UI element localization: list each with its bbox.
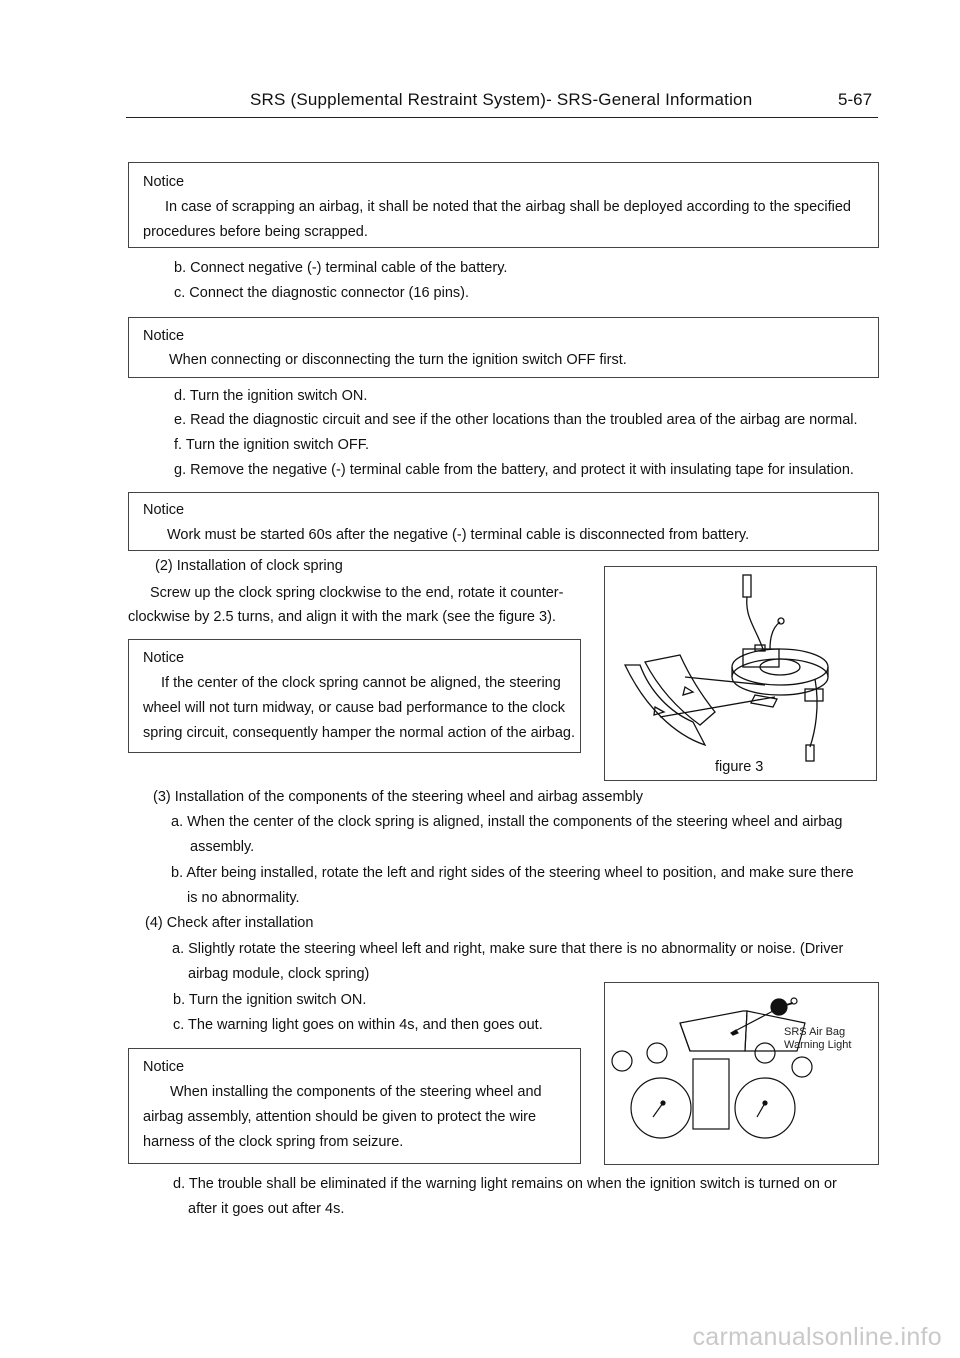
- figure-3-caption: figure 3: [715, 759, 764, 775]
- step-c-diagnostic-connector: c. Connect the diagnostic connector (16 pins).: [174, 285, 469, 301]
- notice-box-60s: [128, 492, 879, 551]
- section-3-step-b: b. After being installed, rotate the left and right sides of the steering wheel to position, and make sure there: [171, 865, 854, 881]
- section-2-text: clockwise by 2.5 turns, and align it with the mark (see the figure 3).: [128, 609, 556, 625]
- notice-text-line: If the center of the clock spring cannot be aligned, the steering: [161, 675, 561, 691]
- section-4-step-b: b. Turn the ignition switch ON.: [173, 992, 367, 1008]
- notice-box-clock-spring: [128, 639, 581, 753]
- notice-text-line: airbag assembly, attention should be given to protect the wire: [143, 1109, 537, 1125]
- step-e: e. Read the diagnostic circuit and see if the other locations than the troubled area of the airbag are normal.: [174, 412, 858, 428]
- notice-text-line: In case of scrapping an airbag, it shall be noted that the airbag shall be deployed according to the specified: [165, 199, 851, 215]
- figure-instrument-cluster: [604, 982, 879, 1165]
- srs-warning-light-label: SRS Air Bag: [784, 1026, 846, 1038]
- step-f: f. Turn the ignition switch OFF.: [174, 437, 370, 453]
- notice-text-line: When connecting or disconnecting the turn the ignition switch OFF first.: [169, 352, 627, 368]
- watermark: carmanualsonline.info: [692, 1323, 942, 1351]
- notice-text-line: When installing the components of the steering wheel and: [170, 1084, 542, 1100]
- srs-warning-light-label: Warning Light: [784, 1039, 852, 1051]
- notice-label: Notice: [143, 174, 185, 190]
- notice-text-line: wheel will not turn midway, or cause bad performance to the clock: [143, 700, 566, 716]
- notice-label: Notice: [143, 1059, 185, 1075]
- page-header-title: SRS (Supplemental Restraint System)- SRS-General Information: [250, 90, 753, 109]
- page-number: 5-67: [838, 90, 873, 109]
- section-3-step-b-cont: is no abnormality.: [187, 890, 300, 906]
- header-rule: [126, 117, 878, 118]
- instrument-cluster-illustration: [605, 983, 878, 1164]
- notice-label: Notice: [143, 650, 185, 666]
- notice-box-ignition: [128, 317, 879, 378]
- step-d: d. Turn the ignition switch ON.: [174, 388, 368, 404]
- notice-text-line: Work must be started 60s after the negative (-) terminal cable is disconnected from battery.: [167, 527, 750, 543]
- section-2-text: Screw up the clock spring clockwise to the end, rotate it counter-: [150, 585, 564, 601]
- clock-spring-illustration: [605, 567, 876, 780]
- notice-box-scrapping: [128, 162, 879, 248]
- section-2-title: (2) Installation of clock spring: [155, 558, 343, 574]
- step-g: g. Remove the negative (-) terminal cable from the battery, and protect it with insulating tape for insulation.: [174, 462, 854, 478]
- section-3-title: (3) Installation of the components of the steering wheel and airbag assembly: [153, 789, 644, 805]
- section-3-step-a: a. When the center of the clock spring is aligned, install the components of the steering wheel and airbag: [171, 814, 843, 830]
- section-4-title: (4) Check after installation: [145, 915, 314, 931]
- notice-text-line: harness of the clock spring from seizure.: [143, 1134, 404, 1150]
- notice-label: Notice: [143, 328, 185, 344]
- notice-box-wire-harness: [128, 1048, 581, 1164]
- section-4-step-a: a. Slightly rotate the steering wheel left and right, make sure that there is no abnormality or noise. (Driver: [172, 941, 844, 957]
- step-b-connect-negative: b. Connect negative (-) terminal cable of the battery.: [174, 260, 508, 276]
- section-4-step-c: c. The warning light goes on within 4s, and then goes out.: [173, 1017, 543, 1033]
- section-3-step-a-cont: assembly.: [190, 839, 255, 855]
- figure-3-clock-spring: [604, 566, 877, 781]
- section-4-step-a-cont: airbag module, clock spring): [188, 966, 370, 982]
- section-4-step-d-cont: after it goes out after 4s.: [188, 1201, 345, 1217]
- notice-text-line: spring circuit, consequently hamper the normal action of the airbag.: [143, 725, 576, 741]
- notice-text-line: procedures before being scrapped.: [143, 224, 368, 240]
- section-4-step-d: d. The trouble shall be eliminated if the warning light remains on when the ignition switch is turned on or: [173, 1176, 837, 1192]
- notice-label: Notice: [143, 502, 185, 518]
